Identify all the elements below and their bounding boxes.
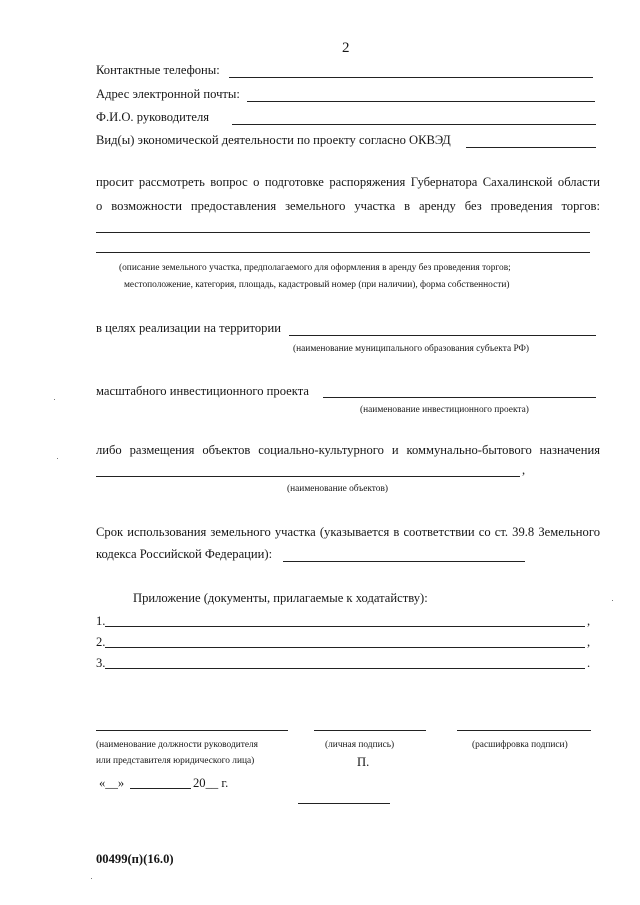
scan-speck [612,600,613,601]
territory-field[interactable] [289,335,596,336]
scan-speck [54,399,55,400]
scan-speck [57,458,58,459]
appendix-item-number: 3. [96,656,106,670]
email-label: Адрес электронной почты: [96,87,240,101]
date-month-field[interactable] [130,788,191,789]
project-field[interactable] [323,397,596,398]
date-year: 20__ г. [193,776,229,790]
appendix-title: Приложение (документы, прилагаемые к ходатайству): [133,591,428,605]
email-field[interactable] [247,101,595,102]
date-day: «__» [99,776,125,790]
head-name-label: Ф.И.О. руководителя [96,110,210,124]
request-line-2: о возможности предоставления земельного участка в аренду без проведения торгов: [96,199,600,213]
term-line-2: кодекса Российской Федерации): [96,547,273,561]
objects-comma: , [522,463,526,477]
appendix-item-field-2[interactable] [105,647,585,648]
okved-label: Вид(ы) экономической деятельности по проекту согласно ОКВЭД [96,133,451,147]
appendix-item-number: 2. [96,635,106,649]
position-field[interactable] [96,730,288,731]
territory-hint: (наименование муниципального образования субъекта РФ) [293,344,530,354]
land-description-hint-1: (описание земельного участка, предполагаемого для оформления в аренду без проведения торгов; [119,263,511,273]
phones-label: Контактные телефоны: [96,63,220,77]
territory-label: в целях реализации на территории [96,321,281,335]
appendix-item-field-3[interactable] [105,668,585,669]
stamp-mark: П. [357,755,370,769]
request-line-1: просит рассмотреть вопрос о подготовке распоряжения Губернатора Сахалинской области [96,175,600,189]
project-hint: (наименование инвестиционного проекта) [360,405,529,415]
project-label: масштабного инвестиционного проекта [96,384,309,398]
objects-field[interactable] [96,476,520,477]
term-field[interactable] [283,561,525,562]
signature-decode-field[interactable] [457,730,591,731]
signature-hint: (личная подпись) [325,740,395,750]
term-line-1: Срок использования земельного участка (указывается в соответствии со ст. 39.8 Земельного [96,525,600,539]
signature-field[interactable] [314,730,426,731]
land-description-field-2[interactable] [96,252,590,253]
page-number: 2 [342,40,350,56]
decode-hint: (расшифровка подписи) [472,740,568,750]
land-description-hint-2: местоположение, категория, площадь, кадастровый номер (при наличии), форма собственности) [124,280,510,290]
position-hint-1: (наименование должности руководителя [96,740,258,750]
head-name-field[interactable] [232,124,596,125]
form-code: 00499(п)(16.0) [96,852,174,866]
appendix-item-end: , [587,614,591,628]
position-hint-2: или представителя юридического лица) [96,756,255,766]
okved-field[interactable] [466,147,596,148]
appendix-item-end: , [587,635,591,649]
scan-speck [91,878,92,879]
objects-hint: (наименование объектов) [287,484,388,494]
extra-signature-line [298,803,390,804]
objects-line: либо размещения объектов социально-культурного и коммунально-бытового назначения [96,443,600,457]
appendix-item-field-1[interactable] [105,626,585,627]
appendix-item-number: 1. [96,614,106,628]
phones-field[interactable] [229,77,593,78]
appendix-item-end: . [587,656,591,670]
land-description-field-1[interactable] [96,232,590,233]
